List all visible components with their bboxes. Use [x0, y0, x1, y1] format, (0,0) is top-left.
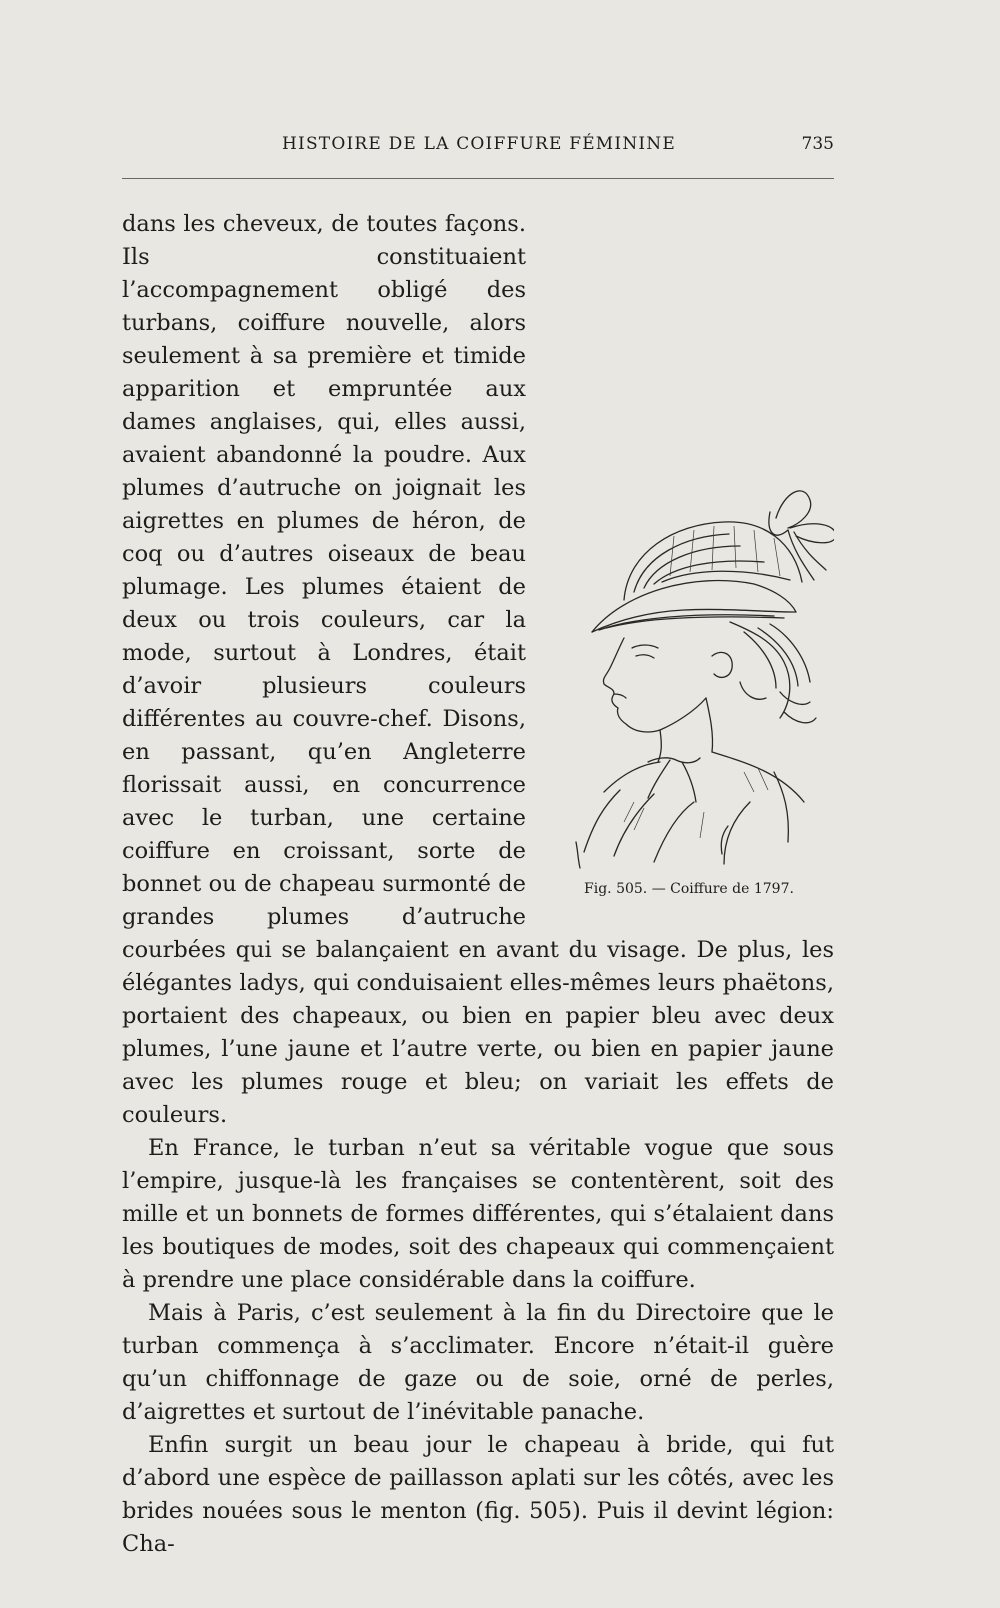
- figure-505: [544, 472, 834, 908]
- figure-caption: Fig. 505. — Coiffure de 1797.: [584, 881, 794, 897]
- body-text: [122, 208, 834, 1561]
- paragraph-3-text: Mais à Paris, c’est seulement à la fin du Directoire que le turban commença à s’acclimater. Encore n’était-il guère qu’un chiffonnage de gaze ou de soie, orné de perles, d’aigrettes et surtout de l’inévitable panache.: [122, 1300, 834, 1425]
- paragraph-2: [122, 1132, 834, 1297]
- paragraph-1-text: dans les cheveux, de toutes façons. Ils constituaient l’accompagnement obligé des turbans, coiffure nouvelle, alors seulement à sa première et timide apparition et empruntée aux dames anglaises, qui, elles aussi, avaient abandonné la poudre. Aux plumes d’autruche on joignait les aigrettes en plumes de héron, de coq ou d’autres oiseaux de beau plumage. Les plumes étaient de deux ou trois couleurs, car la mode, surtout à Londres, était d’avoir plusieurs couleurs différentes au couvre-chef. Disons, en passant, qu’en Angleterre florissait aussi, en concurrence avec le turban, une certaine coiffure en croissant, sorte de bonnet ou de chapeau surmonté de grandes plumes d’autruche courbées qui se balançaient en avant du visage. De plus, les élégantes ladys, qui conduisaient elles-mêmes leurs phaëtons, portaient des chapeaux, ou bien en papier bleu avec deux plumes, l’une jaune et l’autre verte, ou bien en papier jaune avec les plumes rouge et bleu; on variait les effets de couleurs.: [122, 211, 834, 1128]
- page-number: 735: [801, 134, 834, 154]
- running-title: HISTOIRE DE LA COIFFURE FÉMININE: [282, 134, 676, 154]
- paragraph-4: [122, 1429, 834, 1561]
- header-rule: [122, 178, 834, 179]
- woman-profile-bonnet-engraving-icon: [544, 472, 834, 872]
- paragraph-4-text: Enfin surgit un beau jour le chapeau à bride, qui fut d’abord une espèce de paillasson aplati sur les côtés, avec les brides nouées sous le menton (fig. 505). Puis il devint légion: Cha-: [122, 1432, 834, 1557]
- running-head: [122, 130, 834, 160]
- paragraph-2-text: En France, le turban n’eut sa véritable vogue que sous l’empire, jusque-là les françaises se contentèrent, soit des mille et un bonnets de formes différentes, qui s’étalaient dans les boutiques de modes, soit des chapeaux qui commençaient à prendre une place considérable dans la coiffure.: [122, 1135, 834, 1293]
- paragraph-3: [122, 1297, 834, 1429]
